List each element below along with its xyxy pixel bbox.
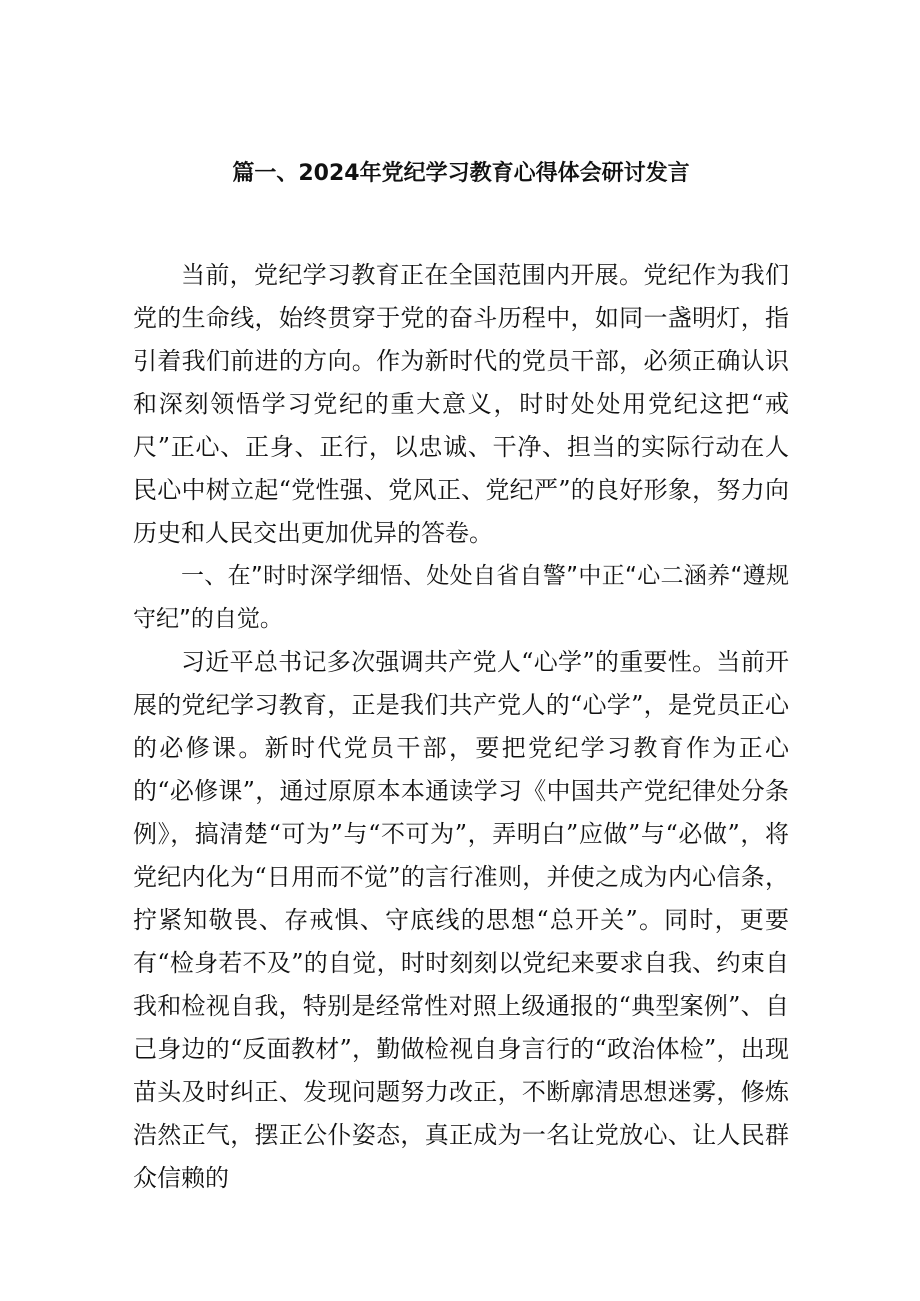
document-body	[133, 254, 789, 1200]
intro-paragraph: 当前，党纪学习教育正在全国范围内开展。党纪作为我们党的生命线，始终贯穿于党的奋斗历程中，如同一盏明灯，指引着我们前进的方向。作为新时代的党员干部，必须正确认识和深刻领悟学习党纪的重大意义，时时处处用党纪这把“戒尺”正心、正身、正行，以忠诚、干净、担当的实际行动在人民心中树立起“党性强、党风正、党纪严”的良好形象，努力向历史和人民交出更加优异的答卷。	[133, 261, 789, 547]
section-1-paragraph: 习近平总书记多次强调共产党人“心学”的重要性。当前开展的党纪学习教育，正是我们共产党人的“心学”，是党员正心的必修课。新时代党员干部，要把党纪学习教育作为正心的“必修课”，通过原原本本通读学习《中国共产党纪律处分条例》，搞清楚“可为”与“不可为”，弄明白”应做”与“必做”，将党纪内化为“日用而不觉”的言行准则，并使之成为内心信条，拧紧知敬畏、存戒惧、守底线的思想“总开关”。同时，更要有“检身若不及”的自觉，时时刻刻以党纪来要求自我、约束自我和检视自我，特别是经常性对照上级通报的“典型案例”、自己身边的“反面教材”，勤做检视自身言行的“政治体检”，出现苗头及时纠正、发现问题努力改正，不断廓清思想迷雾，修炼浩然正气，摆正公仆姿态，真正成为一名让党放心、让人民群众信赖的	[133, 648, 789, 1192]
section-heading-1: 一、在”时时深学细悟、处处自省自警”中正“心二涵养“遵规守纪”的自觉。	[133, 563, 789, 632]
document-title: 篇一、2024年党纪学习教育心得体会研讨发言	[232, 161, 690, 186]
